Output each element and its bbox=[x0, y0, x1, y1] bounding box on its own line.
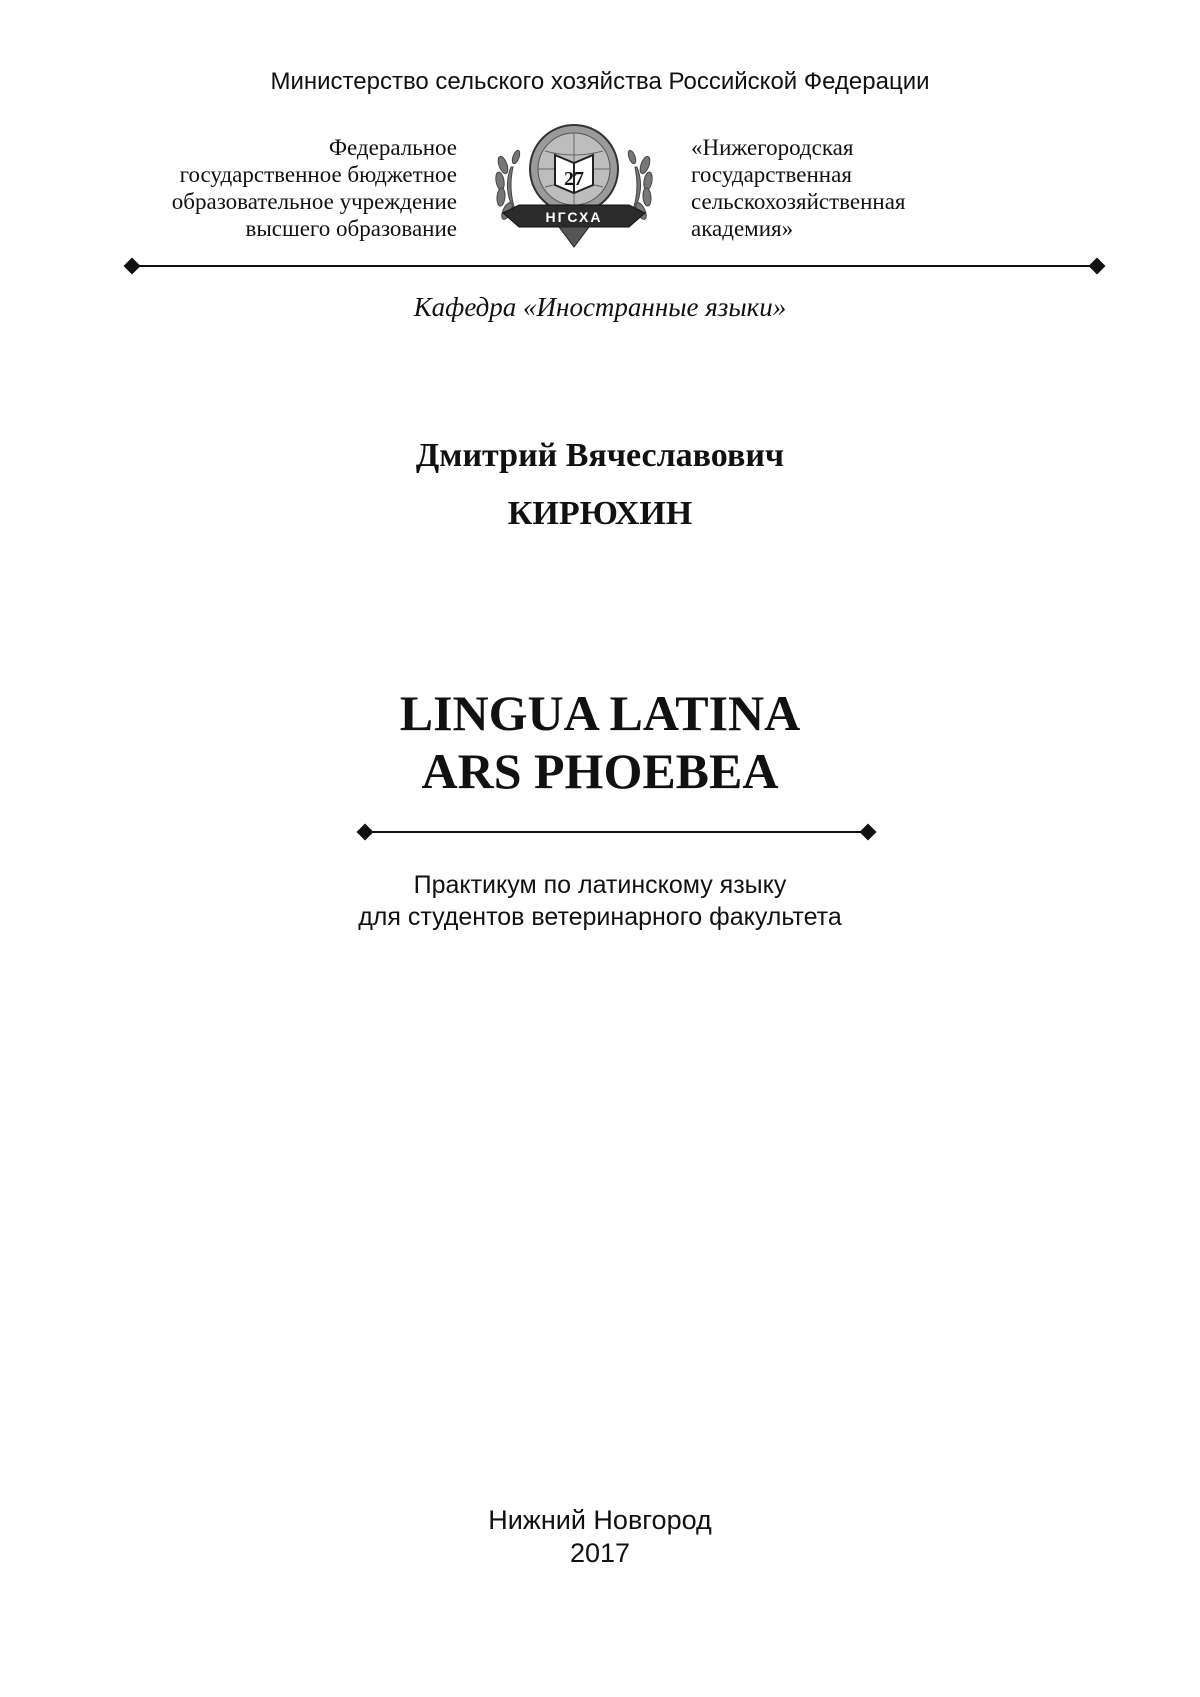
institution-left-block bbox=[100, 134, 457, 242]
book-title-line-1: LINGUA LATINA bbox=[399, 685, 801, 741]
institution-right-line: академия» bbox=[691, 216, 794, 241]
institution-left-line: Федеральное bbox=[328, 135, 457, 160]
header-divider-right-diamond-icon bbox=[1089, 258, 1106, 275]
header-divider-left-diamond-icon bbox=[124, 258, 141, 275]
title-divider-right-diamond-icon bbox=[860, 824, 877, 841]
book-title-line-2: ARS PHOEBEA bbox=[421, 743, 779, 799]
institution-left-line: образовательное учреждение bbox=[171, 189, 457, 214]
subtitle-line-2: для студентов ветеринарного факультета bbox=[358, 903, 842, 931]
institution-right-line: государственная bbox=[691, 162, 852, 187]
title-divider bbox=[365, 831, 869, 833]
logo-ribbon-text: НГСХА bbox=[545, 209, 603, 225]
institution-left-line: государственное бюджетное bbox=[179, 162, 457, 187]
subtitle-line-1: Практикум по латинскому языку bbox=[413, 871, 787, 899]
author-surname: КИРЮХИН bbox=[507, 495, 693, 532]
academy-emblem-icon bbox=[489, 107, 659, 252]
publication-year: 2017 bbox=[569, 1538, 631, 1568]
author-name: Дмитрий Вячеславович bbox=[415, 437, 785, 474]
ministry-heading: Министерство сельского хозяйства Российской Федерации bbox=[270, 68, 930, 95]
publication-city: Нижний Новгород bbox=[488, 1505, 712, 1535]
institution-right-line: «Нижегородская bbox=[691, 135, 854, 160]
department-name: Кафедра «Иностранные языки» bbox=[413, 292, 787, 322]
header-divider bbox=[133, 265, 1098, 267]
institution-left-line: высшего образование bbox=[245, 216, 457, 241]
institution-right-line: сельскохозяйственная bbox=[691, 189, 906, 214]
logo-book-number: 27 bbox=[564, 168, 584, 190]
title-divider-left-diamond-icon bbox=[357, 824, 374, 841]
institution-right-block bbox=[691, 134, 1021, 242]
